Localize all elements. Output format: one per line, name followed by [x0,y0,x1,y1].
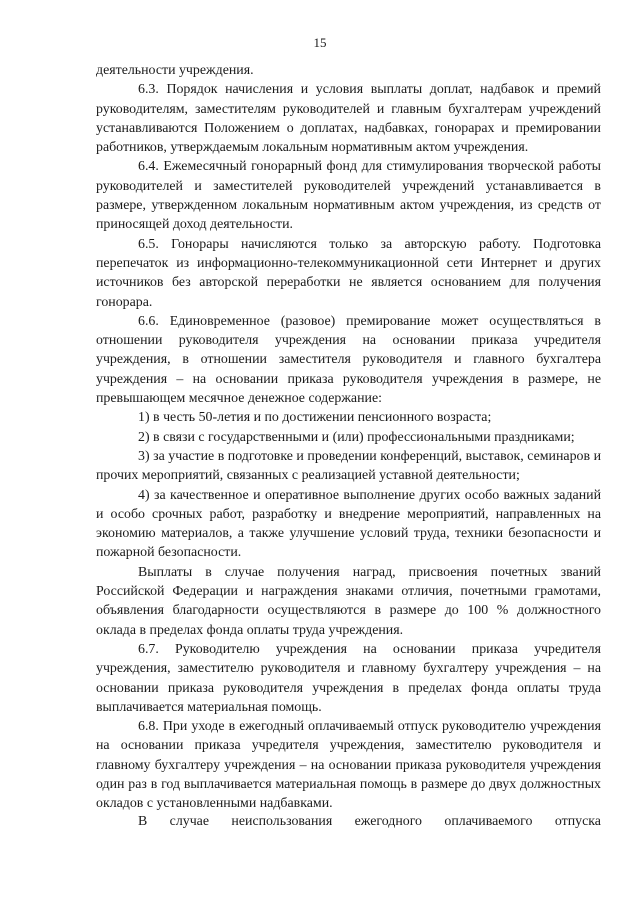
last-line-word: неиспользования [231,814,333,829]
paragraph-6-5: 6.5. Гонорары начисляются только за авторскую работу. Подготовка перепечаток из информационно-телекоммуникационной сети Интернет и других источников без авторской переработки не является основанием для получения гонорара. [96,236,601,310]
document-body [96,61,601,814]
paragraph-6-6: 6.6. Единовременное (разовое) премирование может осуществляться в отношении руководителя учреждения на основании приказа учредителя учреждения, в отношении заместителя руководителя и главного бухгалтера учреждения – на основании приказа руководителя учреждения в размере, не превышающем месячное денежное содержание: [96,313,601,407]
list-item-2: 2) в связи с государственными и (или) профессиональными праздниками; [138,429,575,445]
paragraph-6-3: 6.3. Порядок начисления и условия выплаты доплат, надбавок и премий руководителям, заместителям руководителей и главным бухгалтерам учреждений устанавливаются Положением о доплатах, надбавках, гонорарах и премировании работников, утверждаемым локальным нормативным актом учреждения. [96,82,601,156]
paragraph-continuation: деятельности учреждения. [96,63,254,78]
last-line-word: В [138,814,148,829]
paragraph-payments: Выплаты в случае получения наград, присвоения почетных званий Российской Федерации и награждения знаками отличия, почетными грамотами, объявления благодарности осуществляются в размере до 100 % должностного оклада в пределах фонда оплаты труда учреждения. [96,564,601,638]
paragraph-6-8: 6.8. При уходе в ежегодный оплачиваемый отпуск руководителю учреждения на основании приказа учредителя учреждения, заместителю руководителя и главному бухгалтеру учреждения – на основании приказа руководителя учреждения один раз в год выплачивается материальная помощь в размере до двух должностных окладов с установленными надбавками. [96,719,601,812]
last-line-word: отпуска [554,814,601,829]
list-item-4: 4) за качественное и оперативное выполнение других особо важных заданий и особо срочных работ, разработку и внедрение мероприятий, направленных на экономию материалов, а также улучшение условий труда, техники безопасности и пожарной безопасности. [96,487,601,561]
paragraph-continued-last-line [96,812,601,831]
last-line-word: ежегодного [354,814,422,829]
list-item-3: 3) за участие в подготовке и проведении конференций, выставок, семинаров и прочих мероприятий, связанных с реализацией уставной деятельности; [96,448,601,484]
paragraph-6-7: 6.7. Руководителю учреждения на основании приказа учредителя учреждения, заместителю руководителя и главному бухгалтеру учреждения – на основании приказа руководителя учреждения в пределах фонда оплаты труда выплачивается материальная помощь. [96,641,601,715]
last-line-word: случае [169,814,210,829]
last-line-word: оплачиваемого [444,814,533,829]
paragraph-6-4: 6.4. Ежемесячный гонорарный фонд для стимулирования творческой работы руководителей и заместителей руководителей учреждений устанавливается в размере, утвержденном локальным нормативным актом учреждения, из средств от приносящей доход деятельности. [96,159,601,233]
list-item-1: 1) в честь 50-летия и по достижении пенсионного возраста; [138,410,492,426]
page-number: 15 [313,35,327,50]
